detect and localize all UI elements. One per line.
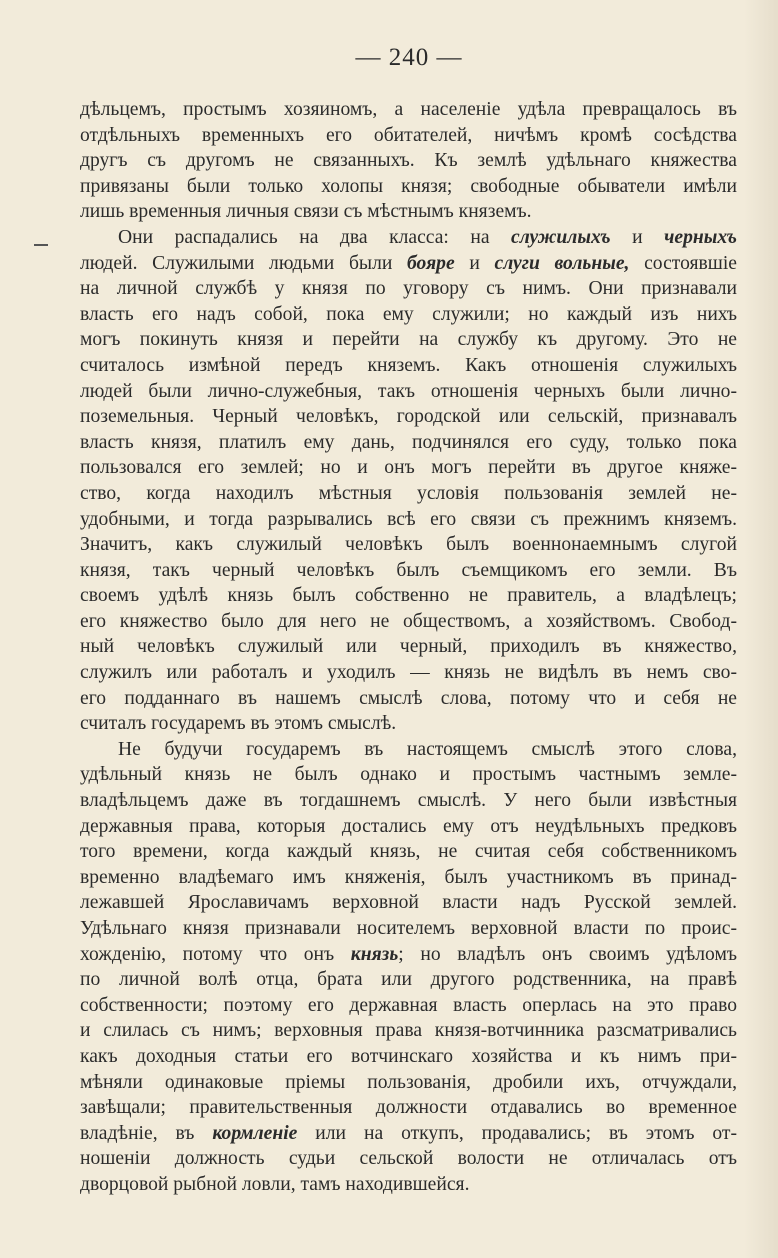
text-line: привязаны были только холопы князя; свободные обыватели имѣли [80, 175, 737, 197]
text-line: и слилась съ нимъ; верховныя права князя-вотчинника разсматривались [80, 1020, 737, 1042]
text-line: ношеніи должность судьи сельской волости не отличалась отъ [80, 1148, 737, 1170]
text-run: ; но владѣлъ онъ своимъ удѣломъ [398, 943, 737, 965]
text-line: Удѣльнаго князя признавали носителемъ верховной власти по проис- [80, 918, 737, 939]
text-line: людей были лично-служебныя, такъ отношенія черныхъ были лично- [80, 380, 737, 402]
text-line: считалъ государемъ въ этомъ смыслѣ. [80, 713, 397, 735]
text-line: собственности; поэтому его державная власть оперлась на это право [80, 994, 737, 1016]
text-line [80, 1121, 737, 1147]
text-line: лежавшей Ярославичамъ верховной власти надъ Русской землей. [80, 892, 737, 914]
text-line: удобными, и тогда разрывались всѣ его связи съ прежнимъ княземъ. [80, 508, 737, 530]
text-line [80, 225, 737, 251]
text-run: хожденію, потому что онъ [80, 943, 351, 965]
text-line: завѣщали; правительственныя должности отдавались во временное [80, 1097, 737, 1119]
text-line: отдѣльныхъ временныхъ его обитателей, ничѣмъ кромѣ сосѣдства [80, 124, 737, 146]
emphasized-term: кормленіе [212, 1122, 298, 1144]
text-line: своемъ удѣлѣ князь былъ собственно не правитель, а владѣлецъ; [80, 585, 737, 607]
text-line [80, 942, 737, 968]
text-line: Не будучи государемъ въ настоящемъ смыслѣ этого слова, [118, 738, 737, 760]
text-line: князя, такъ черный человѣкъ былъ съемщикомъ его земли. Въ [80, 559, 737, 581]
text-line: власть князя, платилъ ему дань, подчинялся его суду, только пока [80, 431, 737, 453]
page-edge-shadow [744, 0, 778, 1258]
text-line: власть его надъ собой, пока ему служили; но каждый изъ нихъ [80, 303, 737, 325]
margin-dash-mark [34, 244, 48, 246]
text-run: и [454, 252, 495, 274]
text-line [80, 251, 737, 277]
text-line: временно владѣемаго имъ княженія, былъ участникомъ въ принад- [80, 866, 737, 888]
text-line: ный человѣкъ служилый или черный, приходилъ въ княжество, [80, 636, 737, 658]
text-line: лишь временныя личныя связи съ мѣстнымъ княземъ. [80, 201, 532, 223]
emphasized-term: слуги вольные, [494, 252, 630, 274]
text-line: его подданнаго въ нашемъ смыслѣ слова, потому что и себя не [80, 687, 737, 709]
text-run: или на откупъ, продавались; въ этомъ от- [297, 1122, 738, 1144]
emphasized-term: служилыхъ [511, 226, 611, 248]
text-line: Значитъ, какъ служилый человѣкъ былъ военнонаемнымъ слугой [80, 534, 737, 556]
text-line: считалось измѣной передъ княземъ. Какъ отношенія служилыхъ [80, 354, 737, 376]
text-line: пользовался его землей; но и онъ могъ перейти въ другое княже- [80, 457, 737, 479]
text-run: Они распадались на два класса: на [118, 226, 512, 248]
text-line: служилъ или работалъ и уходилъ — князь не видѣлъ въ немъ сво- [80, 662, 737, 684]
text-line: поземельныя. Черный человѣкъ, городской или сельскій, признавалъ [80, 406, 737, 428]
emphasized-term: бояре [407, 252, 455, 274]
text-line: другъ съ другомъ не связанныхъ. Къ землѣ удѣльнаго княжества [80, 150, 737, 172]
text-run: и [610, 226, 665, 248]
text-line: того времени, когда каждый князь, не считая себя собственникомъ [80, 841, 737, 863]
text-line: по личной волѣ отца, брата или другого родственника, на правѣ [80, 969, 737, 991]
text-line: дѣльцемъ, простымъ хозяиномъ, а населеніе удѣла превращалось въ [80, 99, 737, 120]
text-line: его княжество было для него не обществомъ, а хозяйствомъ. Свобод- [80, 610, 737, 632]
text-line: на личной службѣ у князя по уговору съ нимъ. Они признавали [80, 278, 737, 300]
text-line: какъ доходныя статьи его вотчинскаго хозяйства и къ нимъ при- [80, 1045, 737, 1067]
text-line: державныя права, которыя достались ему отъ неудѣльныхъ предковъ [80, 815, 737, 837]
text-line: дворцовой рыбной ловли, тамъ находившейся. [80, 1173, 470, 1195]
text-run: владѣніе, въ [80, 1122, 213, 1144]
emphasized-term: князь [350, 943, 399, 965]
text-line: удѣльный князь не былъ однако и простымъ частнымъ земле- [80, 764, 737, 786]
body-text [80, 97, 737, 1198]
page-number: — 240 — [355, 44, 463, 71]
text-line: ство, когда находилъ мѣстныя условія пользованія землей не- [80, 482, 737, 504]
emphasized-term: черныхъ [664, 226, 737, 248]
text-line: владѣльцемъ даже въ тогдашнемъ смыслѣ. У него были извѣстныя [80, 790, 737, 812]
text-line: мѣняли одинаковые пріемы пользованія, дробили ихъ, отчуждали, [80, 1071, 737, 1093]
text-run: людей. Служилыми людьми были [80, 252, 408, 274]
text-line: могъ покинуть князя и перейти на службу къ другому. Это не [80, 329, 737, 351]
text-run: состоявшіе [629, 252, 737, 274]
